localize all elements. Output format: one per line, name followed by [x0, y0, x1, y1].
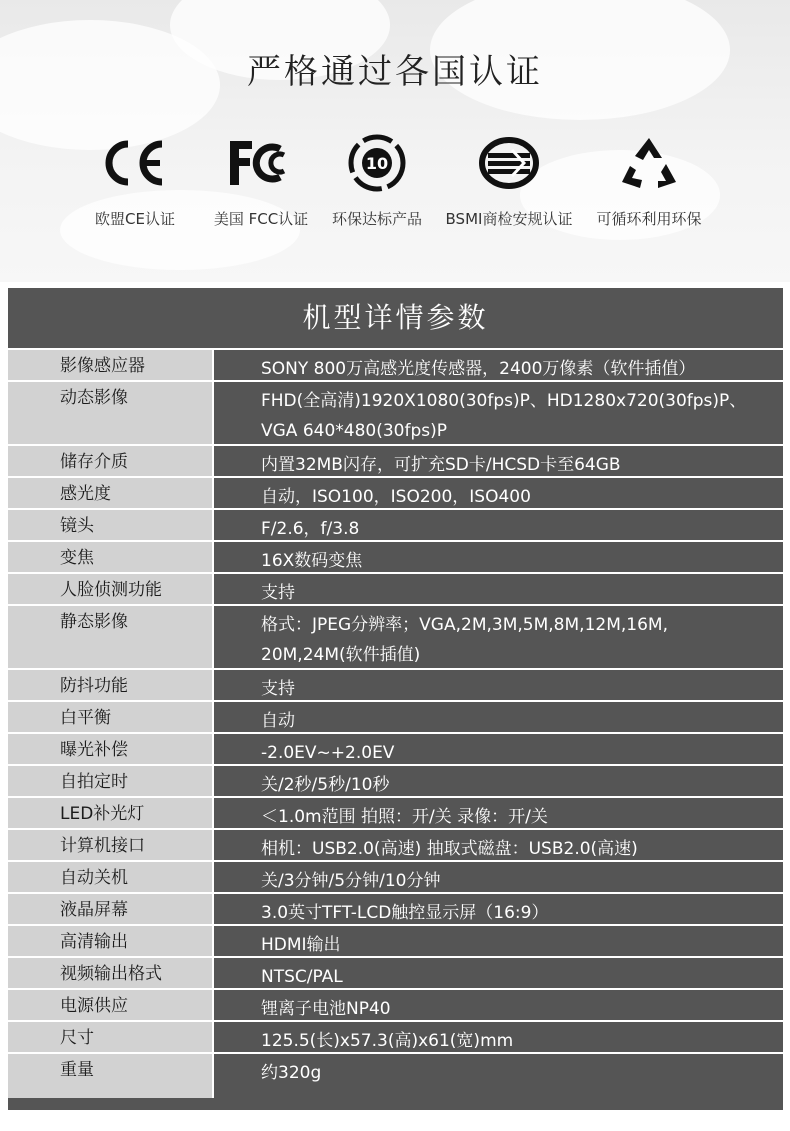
spec-key: 防抖功能	[8, 670, 214, 700]
spec-row	[8, 1052, 783, 1098]
spec-key: 动态影像	[8, 382, 214, 444]
spec-key: 影像感应器	[8, 350, 214, 380]
spec-key: 曝光补偿	[8, 734, 214, 764]
spec-row	[8, 764, 783, 796]
bsmi-mark-icon	[434, 128, 584, 198]
spec-value: 约320g	[261, 1063, 322, 1083]
spec-row	[8, 476, 783, 508]
spec-row	[8, 1020, 783, 1052]
spec-key: 人脸侦测功能	[8, 574, 214, 604]
spec-value: 关/3分钟/5分钟/10分钟	[261, 871, 441, 891]
spec-value: 支持	[261, 583, 295, 603]
spec-row	[8, 860, 783, 892]
spec-row	[8, 604, 783, 668]
spec-key: 感光度	[8, 478, 214, 508]
cert-recycle	[574, 128, 724, 229]
spec-row	[8, 540, 783, 572]
recycle-icon	[574, 128, 724, 198]
spec-row	[8, 988, 783, 1020]
cert-label: 欧盟CE认证	[95, 210, 175, 228]
spec-rows	[8, 348, 783, 1098]
spec-table	[8, 288, 783, 1110]
spec-row	[8, 956, 783, 988]
spec-row	[8, 700, 783, 732]
spec-value: HDMI输出	[261, 935, 341, 955]
spec-key: LED补光灯	[8, 798, 214, 828]
spec-value: 16X数码变焦	[261, 551, 363, 571]
spec-row	[8, 732, 783, 764]
spec-row	[8, 348, 783, 380]
spec-key: 变焦	[8, 542, 214, 572]
spec-row	[8, 828, 783, 860]
spec-value: F/2.6，f/3.8	[261, 519, 360, 539]
spec-value: SONY 800万高感光度传感器，2400万像素（软件插值）	[261, 359, 696, 379]
spec-row	[8, 796, 783, 828]
spec-value: 3.0英寸TFT-LCD触控显示屏（16:9）	[261, 903, 549, 923]
spec-value: 自动	[261, 711, 295, 731]
spec-row	[8, 572, 783, 604]
spec-key: 电源供应	[8, 990, 214, 1020]
svg-text:10: 10	[365, 154, 389, 173]
spec-value: ＜1.0m范围 拍照：开/关 录像：开/关	[261, 807, 548, 827]
spec-key: 镜头	[8, 510, 214, 540]
spec-value: 锂离子电池NP40	[261, 999, 391, 1019]
spec-row	[8, 668, 783, 700]
certification-banner	[0, 0, 790, 282]
spec-value: 自动，ISO100，ISO200，ISO400	[261, 487, 531, 507]
cert-bsmi	[434, 128, 584, 229]
spec-value: 支持	[261, 679, 295, 699]
spec-key: 自动关机	[8, 862, 214, 892]
spec-key: 尺寸	[8, 1022, 214, 1052]
spec-key: 高清输出	[8, 926, 214, 956]
spec-table-title: 机型详情参数	[302, 301, 489, 334]
cert-label: 美国 FCC认证	[213, 210, 309, 228]
spec-value: 内置32MB闪存，可扩充SD卡/HCSD卡至64GB	[261, 455, 621, 475]
spec-key: 储存介质	[8, 446, 214, 476]
spec-value: 125.5(长)x57.3(高)x61(宽)mm	[261, 1031, 514, 1051]
spec-value: 格式：JPEG分辨率；VGA,2M,3M,5M,8M,12M,16M, 20M,24M(软件插值)	[261, 615, 668, 665]
spec-row	[8, 444, 783, 476]
spec-key: 视频输出格式	[8, 958, 214, 988]
cert-label: 环保达标产品	[331, 210, 422, 228]
spec-key: 计算机接口	[8, 830, 214, 860]
spec-row	[8, 380, 783, 444]
spec-value: 相机：USB2.0(高速) 抽取式磁盘：USB2.0(高速)	[261, 839, 638, 859]
eco-10-mark-icon	[302, 128, 452, 198]
spec-key: 白平衡	[8, 702, 214, 732]
spec-row	[8, 892, 783, 924]
spec-value: 关/2秒/5秒/10秒	[261, 775, 390, 795]
spec-value: NTSC/PAL	[261, 967, 343, 987]
spec-row	[8, 924, 783, 956]
spec-row	[8, 508, 783, 540]
spec-key: 自拍定时	[8, 766, 214, 796]
spec-value: -2.0EV~+2.0EV	[261, 743, 395, 763]
page-title: 严格通过各国认证	[247, 52, 543, 92]
spec-key: 重量	[8, 1054, 214, 1098]
spec-key: 液晶屏幕	[8, 894, 214, 924]
spec-value: FHD(全高清)1920X1080(30fps)P、HD1280x720(30fps)P、 VGA 640*480(30fps)P	[261, 391, 747, 441]
cert-eco	[302, 128, 452, 229]
spec-key: 静态影像	[8, 606, 214, 668]
cert-label: BSMI商检安规认证	[445, 210, 573, 228]
cert-label: 可循环利用环保	[596, 210, 702, 228]
